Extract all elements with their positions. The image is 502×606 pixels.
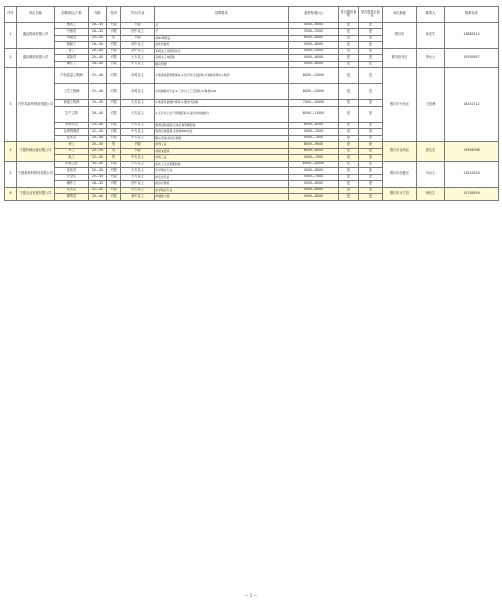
job-title: 车间主任	[55, 161, 89, 168]
column-header: 联系电话	[445, 7, 499, 23]
company-address: 银川市	[383, 22, 417, 48]
column-header: 薪资待遇(元)	[289, 7, 339, 23]
job-req: 服从管理	[155, 61, 289, 68]
job-title: 质检员	[55, 55, 89, 62]
job-req: 有化工行业管理经验	[155, 161, 289, 168]
job-ins: 是	[359, 22, 383, 29]
job-pay: 7000—10000	[289, 100, 339, 107]
job-edu: 中专以上	[121, 129, 155, 136]
job-meal: 是	[339, 168, 359, 175]
company-address: 银川市金凤区	[383, 142, 417, 162]
job-title: 仓库管理员	[55, 129, 89, 136]
job-title: 搬运工	[55, 22, 89, 29]
job-ins: 是	[359, 29, 383, 36]
job-listing-page	[4, 6, 498, 598]
job-sex: 不限	[107, 168, 121, 175]
job-pay: 5000—7000	[289, 129, 339, 136]
job-title: 化验员	[55, 168, 89, 175]
job-req: 无	[155, 22, 289, 29]
job-req: 1.熟悉质量管理体系;2.有汽车行业经验;3.熟练使用办公软件	[155, 68, 289, 84]
job-pay: 8000—11000	[289, 106, 339, 122]
job-ins: 是	[359, 187, 383, 194]
job-title: 操作工	[55, 61, 89, 68]
table-body	[5, 22, 499, 200]
job-meal: 是	[339, 148, 359, 155]
job-meal: 是	[339, 129, 359, 136]
company-name: 通达制造有限公司	[17, 48, 55, 68]
job-ins: 是	[359, 106, 383, 122]
job-meal: 是	[339, 174, 359, 181]
job-sex: 不限	[107, 135, 121, 142]
company-name: 宁夏农业发展有限公司	[17, 187, 55, 200]
job-sex: 男	[107, 142, 121, 149]
job-ins: 是	[359, 84, 383, 100]
job-sex: 不限	[107, 174, 121, 181]
job-title: 普工	[55, 48, 89, 55]
job-edu: 不限	[121, 22, 155, 29]
column-header: 联系人	[417, 7, 445, 23]
contact-person: 孙先生	[417, 22, 445, 48]
job-edu: 大专以上	[121, 187, 155, 194]
job-req: 1.机械相关专业;2.三年以上工艺经验;3.熟悉CAD	[155, 84, 289, 100]
job-pay: 6000—8000	[289, 148, 339, 155]
job-ins: 是	[359, 48, 383, 55]
job-edu: 初中以上	[121, 48, 155, 55]
job-req: 能吃苦耐劳	[155, 42, 289, 49]
job-age: 25—50	[89, 35, 107, 42]
job-ins: 是	[359, 122, 383, 129]
job-title: 采购专员	[55, 122, 89, 129]
column-header: 性别	[107, 7, 121, 23]
job-ins: 是	[359, 168, 383, 175]
job-pay: 4500—6000	[289, 168, 339, 175]
job-sex: 不限	[107, 161, 121, 168]
job-req: 服从安排,能适应倒班	[155, 135, 289, 142]
job-age: 18—45	[89, 181, 107, 188]
job-req: 化学相关专业	[155, 168, 289, 175]
company-address: 银川经开区	[383, 48, 417, 68]
job-ins: 是	[359, 174, 383, 181]
job-req: 持B2驾驶证	[155, 35, 289, 42]
job-pay: 5000—7000	[289, 174, 339, 181]
row-number: 5	[5, 161, 17, 187]
job-sex: 男	[107, 148, 121, 155]
job-meal: 是	[339, 194, 359, 201]
contact-phone: 13995098	[445, 142, 499, 162]
job-title: 装卸工	[55, 42, 89, 49]
job-edu: 中专以上	[121, 135, 155, 142]
job-req: 无	[155, 29, 289, 36]
job-pay: 4000—5500	[289, 48, 339, 55]
job-edu: 不限	[121, 148, 155, 155]
job-pay: 8000—12000	[289, 84, 339, 100]
job-ins: 是	[359, 55, 383, 62]
job-age: 18—45	[89, 29, 107, 36]
job-edu: 中专以上	[121, 61, 155, 68]
job-edu: 不限	[121, 35, 155, 42]
job-meal: 是	[339, 135, 359, 142]
job-title: 分拣员	[55, 29, 89, 36]
job-title: 技术员	[55, 187, 89, 194]
row-number: 3	[5, 68, 17, 142]
job-pay: 4500—6000	[289, 61, 339, 68]
job-edu: 初中以上	[121, 42, 155, 49]
job-sex: 不限	[107, 22, 121, 29]
contact-phone: 13885215	[445, 22, 499, 48]
contact-person: 王经理	[417, 68, 445, 142]
job-meal: 是	[339, 187, 359, 194]
job-pay: 8000—10000	[289, 161, 339, 168]
job-req: 1.熟悉设备维护保养;2.懂电气控制	[155, 100, 289, 107]
job-ins: 是	[359, 35, 383, 42]
job-age: 18—45	[89, 48, 107, 55]
company-name: 宁夏机械设备有限公司	[17, 142, 55, 162]
job-req: 熟悉采购流程,有供应商管理经验	[155, 122, 289, 129]
job-meal: 是	[339, 48, 359, 55]
job-meal: 是	[339, 22, 359, 29]
row-number: 2	[5, 48, 17, 68]
job-edu: 大专以上	[121, 106, 155, 122]
job-sex: 不限	[107, 122, 121, 129]
job-age: 20—40	[89, 168, 107, 175]
job-meal: 是	[339, 155, 359, 162]
job-ins: 是	[359, 142, 383, 149]
job-age: 20—40	[89, 194, 107, 201]
job-meal: 是	[339, 181, 359, 188]
job-pay: 6000—8000	[289, 35, 339, 42]
job-meal: 是	[339, 29, 359, 36]
job-req: 农学相关专业	[155, 187, 289, 194]
job-age: 20—40	[89, 135, 107, 142]
company-name: 汽车零部件制造有限公司	[17, 68, 55, 142]
job-edu: 中专以上	[121, 155, 155, 162]
job-age: 25—45	[89, 100, 107, 107]
job-req: 持安全员证	[155, 174, 289, 181]
job-pay: 6000—9000	[289, 142, 339, 149]
job-age: 18—45	[89, 61, 107, 68]
job-sex: 不限	[107, 68, 121, 84]
job-ins: 是	[359, 100, 383, 107]
column-header: 招聘要求	[155, 7, 289, 23]
column-header: 年龄	[89, 7, 107, 23]
job-pay: 5000—7000	[289, 135, 339, 142]
company-name: 宁夏新材料科技有限公司	[17, 161, 55, 187]
job-edu: 不限	[121, 142, 155, 149]
job-sex: 不限	[107, 29, 121, 36]
job-sex: 不限	[107, 55, 121, 62]
job-age: 18—45	[89, 22, 107, 29]
job-sex: 不限	[107, 194, 121, 201]
job-age: 22—45	[89, 187, 107, 194]
job-pay: 8000—12000	[289, 68, 339, 84]
job-ins: 是	[359, 129, 383, 136]
job-req: 有相关经验	[155, 148, 289, 155]
contact-phone: 15309557	[445, 48, 499, 68]
job-edu: 大专以上	[121, 174, 155, 181]
job-edu: 高中以上	[121, 194, 155, 201]
job-sex: 不限	[107, 61, 121, 68]
job-age: 22—50	[89, 155, 107, 162]
contact-person: 马女士	[417, 161, 445, 187]
job-meal: 是	[339, 100, 359, 107]
job-req: 能适应倒班	[155, 181, 289, 188]
job-title: 驾驶员	[55, 35, 89, 42]
company-address: 银川市永宁县	[383, 187, 417, 200]
column-header: 单位地址	[383, 7, 417, 23]
job-meal: 是	[339, 161, 359, 168]
job-meal: 是	[339, 122, 359, 129]
job-edu: 大专以上	[121, 100, 155, 107]
job-req: 有相关工作经验	[155, 55, 289, 62]
job-ins: 是	[359, 161, 383, 168]
job-ins: 是	[359, 68, 383, 84]
job-age: 25—40	[89, 68, 107, 84]
job-age: 30—50	[89, 161, 107, 168]
job-sex: 男	[107, 35, 121, 42]
job-sex: 不限	[107, 42, 121, 49]
page-footer: — 1 —	[244, 593, 258, 598]
job-age: 25—45	[89, 174, 107, 181]
job-title: 销售员	[55, 194, 89, 201]
job-pay: 4000—6000	[289, 22, 339, 29]
job-edu: 大专以上	[121, 55, 155, 62]
job-title: 安全员	[55, 174, 89, 181]
job-age: 20—50	[89, 148, 107, 155]
job-age: 22—45	[89, 129, 107, 136]
job-title: 设备工程师	[55, 100, 89, 107]
company-address: 银川市西夏区	[383, 161, 417, 187]
job-pay: 3500—5000	[289, 29, 339, 36]
job-ins: 是	[359, 135, 383, 142]
company-name: 通达物流有限公司	[17, 22, 55, 48]
job-ins: 是	[359, 61, 383, 68]
job-age: 18—50	[89, 42, 107, 49]
job-ins: 是	[359, 155, 383, 162]
job-edu: 大专以上	[121, 122, 155, 129]
job-edu: 初中以上	[121, 181, 155, 188]
job-sex: 不限	[107, 106, 121, 122]
job-sex: 不限	[107, 84, 121, 100]
contact-person: 杨先生	[417, 187, 445, 200]
job-sex: 不限	[107, 48, 121, 55]
column-header: 学历/专业	[121, 7, 155, 23]
job-age: 28—45	[89, 106, 107, 122]
job-pay: 4500—6000	[289, 42, 339, 49]
job-sex: 不限	[107, 100, 121, 107]
job-req: 持焊工证	[155, 142, 289, 149]
contact-phone: 18152711	[445, 68, 499, 142]
job-edu: 大专以上	[121, 168, 155, 175]
column-header: 单位名称	[17, 7, 55, 23]
header-row	[5, 7, 499, 23]
column-header: 是否提供五险一金	[359, 7, 383, 23]
job-title: 工艺工程师	[55, 84, 89, 100]
job-edu: 初中以上	[121, 29, 155, 36]
contact-person: 张先生	[417, 142, 445, 162]
job-meal: 是	[339, 68, 359, 84]
job-req: 沟通能力强	[155, 194, 289, 201]
job-title: 车工	[55, 148, 89, 155]
table-row	[5, 68, 499, 84]
job-edu: 大专以上	[121, 161, 155, 168]
company-address: 银川市兴庆区	[383, 68, 417, 142]
job-edu: 本科以上	[121, 68, 155, 84]
job-age: 23—40	[89, 122, 107, 129]
row-number: 6	[5, 187, 17, 200]
contact-phone: 15709559	[445, 187, 499, 200]
contact-phone: 13519229	[445, 161, 499, 187]
job-age: 20—40	[89, 55, 107, 62]
job-meal: 是	[339, 84, 359, 100]
job-req: 1.五年以上生产管理经验;2.良好的沟通能力	[155, 106, 289, 122]
job-pay: 5500—7500	[289, 155, 339, 162]
job-ins: 是	[359, 148, 383, 155]
job-meal: 是	[339, 106, 359, 122]
job-edu: 本科以上	[121, 84, 155, 100]
job-pay: 4500—6000	[289, 55, 339, 62]
job-sex: 男	[107, 155, 121, 162]
job-title: 生产主管	[55, 106, 89, 122]
job-pay: 4500—6000	[289, 181, 339, 188]
job-title: 技术员	[55, 135, 89, 142]
job-meal: 是	[339, 61, 359, 68]
row-number: 1	[5, 22, 17, 48]
job-meal: 是	[339, 55, 359, 62]
job-title: 产品质量工程师	[55, 68, 89, 84]
row-number: 4	[5, 142, 17, 162]
job-pay: 6000—8000	[289, 122, 339, 129]
job-title: 电工	[55, 155, 89, 162]
job-age: 20—50	[89, 142, 107, 149]
job-sex: 不限	[107, 187, 121, 194]
job-sex: 不限	[107, 181, 121, 188]
job-title: 操作工	[55, 181, 89, 188]
job-title: 焊工	[55, 142, 89, 149]
job-pay: 4500—6000	[289, 187, 339, 194]
job-req: 有相关工作经验优先	[155, 48, 289, 55]
job-meal: 是	[339, 142, 359, 149]
column-header: 招聘岗位/工种	[55, 7, 89, 23]
column-header: 是否提供食宿	[339, 7, 359, 23]
job-ins: 是	[359, 181, 383, 188]
job-meal: 是	[339, 42, 359, 49]
job-pay: 4000—8000	[289, 194, 339, 201]
job-ins: 是	[359, 42, 383, 49]
job-ins: 是	[359, 194, 383, 201]
job-table	[4, 6, 499, 201]
job-req: 持电工证	[155, 155, 289, 162]
job-req: 熟悉仓储管理,会使用ERP系统	[155, 129, 289, 136]
job-sex: 不限	[107, 129, 121, 136]
contact-person: 李女士	[417, 48, 445, 68]
job-age: 25—40	[89, 84, 107, 100]
job-meal: 是	[339, 35, 359, 42]
column-header: 序号	[5, 7, 17, 23]
